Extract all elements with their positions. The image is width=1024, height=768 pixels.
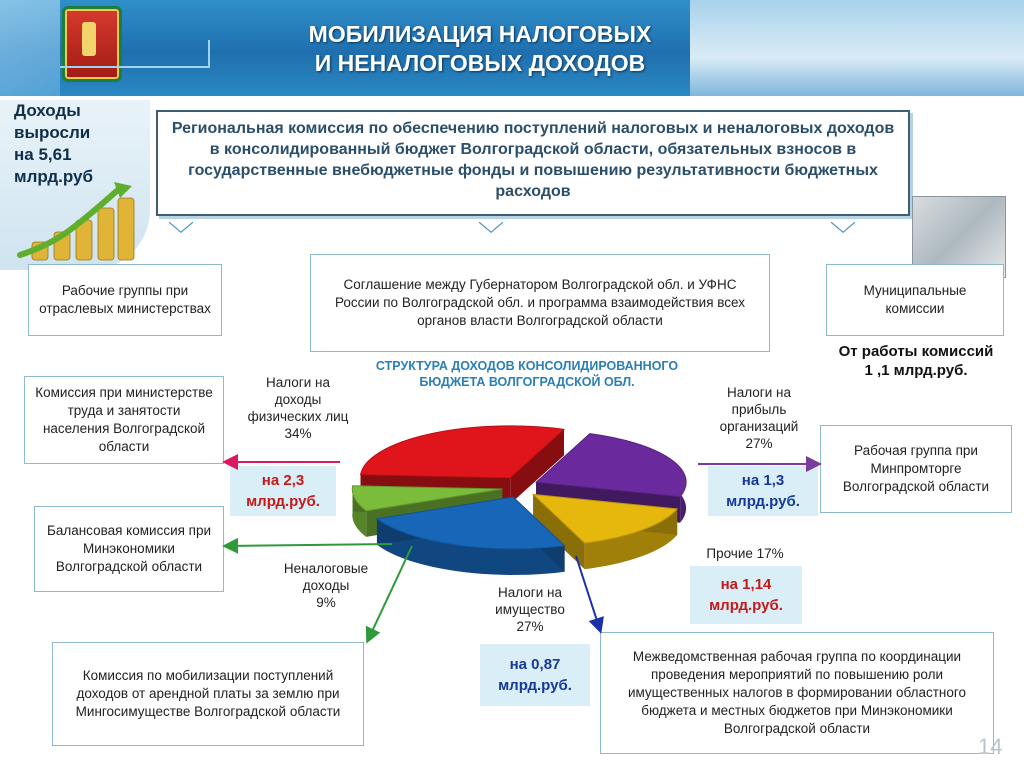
municipal-commissions-box: Муниципальные комиссии — [826, 264, 1004, 336]
growth-line-2: выросли — [14, 123, 91, 142]
growth-line-4: млрд.руб — [14, 167, 93, 186]
ndfl-label-line: Налоги на — [266, 375, 330, 390]
ndfl-label-line: доходы — [274, 392, 322, 407]
growth-line-1: Доходы — [14, 101, 81, 120]
labor-amount-badge: на 2,3 млрд.руб. — [230, 466, 336, 516]
profit-label-line: Налоги на — [727, 385, 791, 400]
promtorg-working-group-box: Рабочая группа при Минпромторге Волгоградской области — [820, 425, 1012, 513]
title-line-2: И НЕНАЛОГОВЫХ ДОХОДОВ — [314, 50, 646, 76]
property-label-line: Налоги на — [498, 585, 562, 600]
balance-commission-box: Балансовая комиссия при Минэкономики Волгоградской области — [34, 506, 224, 592]
work-groups-box: Рабочие группы при отраслевых министерствах — [28, 264, 222, 336]
nontax-label-line: Неналоговые — [283, 561, 369, 576]
agreement-box: Соглашение между Губернатором Волгоградской обл. и УФНС России по Волгоградской обл. и программа взаимодействия всех органов власти Волгоградской области — [310, 254, 770, 352]
arrow-to-interdept-group — [576, 556, 600, 630]
land-commission-box: Комиссия по мобилизации поступлений доходов от арендной платы за землю при Мингосимуществе Волгоградской области — [52, 642, 364, 746]
growth-line-3: на 5,61 — [14, 145, 72, 164]
profit-percent: 27% — [745, 436, 773, 451]
chevron-down-icon: ﹀ — [168, 220, 195, 250]
interdepartmental-group-box: Межведомственная рабочая группа по координации проведения мероприятий по повышению роли имущественных налогов в формировании областного бюджета и местных бюджетов при Минэкономики Волгоградской области — [600, 632, 994, 754]
arrow-to-land-commission — [368, 546, 412, 640]
property-label-line: имущество — [495, 602, 565, 617]
chevron-down-icon: ﹀ — [830, 220, 857, 250]
chart-title-line-1: СТРУКТУРА ДОХОДОВ КОНСОЛИДИРОВАННОГО — [375, 359, 679, 373]
chart-title-line-2: БЮДЖЕТА ВОЛГОГРАДСКОЙ ОБЛ. — [419, 375, 635, 389]
commissions-result-line-1: От работы комиссий — [838, 343, 994, 360]
chevron-down-icon: ﹀ — [478, 220, 505, 250]
main-commission-text: Региональная комиссия по обеспечению поступлений налоговых и неналоговых доходов в консолидированный бюджет Волгоградской области, обязательных взносов в государственные внебюджетные фонды и повышению результативности бюджетных расходов — [171, 120, 895, 200]
commissions-result-line-2: 1 ,1 млрд.руб. — [864, 362, 968, 379]
property-percent: 27% — [516, 619, 544, 634]
ndfl-percent: 34% — [284, 426, 312, 441]
ndfl-label-line: физических лиц — [247, 409, 349, 424]
title-line-1: МОБИЛИЗАЦИЯ НАЛОГОВЫХ — [308, 21, 652, 47]
other-label: Прочие 17% — [706, 546, 784, 561]
labor-commission-box: Комиссия при министерстве труда и занятости населения Волгоградской области — [24, 376, 224, 464]
nontax-label-line: доходы — [302, 578, 350, 593]
arrow-to-balance-commission — [226, 544, 392, 546]
profit-label-line: прибыль — [731, 402, 787, 417]
page-number: 14 — [978, 734, 1003, 759]
nontax-percent: 9% — [316, 595, 336, 610]
promtorg-amount-badge: на 1,3 млрд.руб. — [708, 466, 818, 516]
other-amount-badge: на 1,14 млрд.руб. — [690, 566, 802, 624]
property-amount-badge: на 0,87 млрд.руб. — [480, 644, 590, 706]
profit-label-line: организаций — [719, 419, 799, 434]
